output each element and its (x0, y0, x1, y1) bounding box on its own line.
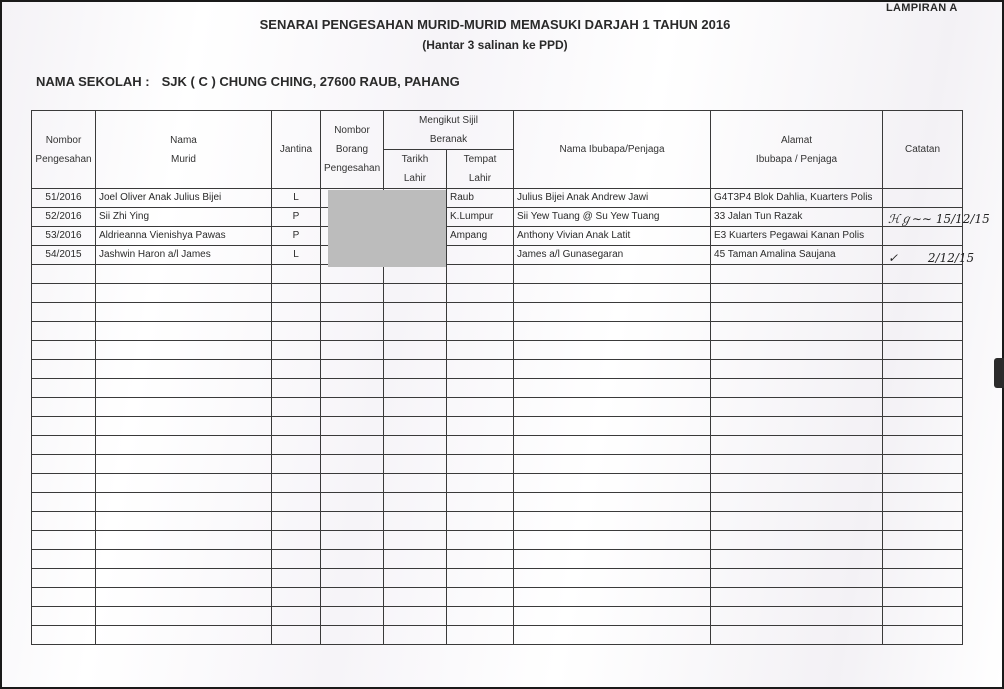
blank-cell (96, 436, 272, 455)
blank-cell (96, 265, 272, 284)
blank-cell (447, 474, 514, 493)
header-nama-ibubapa: Nama Ibubapa/Penjaga (514, 111, 711, 189)
blank-cell (272, 398, 321, 417)
blank-cell (514, 512, 711, 531)
blank-cell (384, 379, 447, 398)
blank-cell (96, 284, 272, 303)
blank-cell (883, 474, 963, 493)
blank-cell (32, 493, 96, 512)
blank-row (32, 303, 963, 322)
blank-cell (272, 626, 321, 645)
blank-cell (514, 360, 711, 379)
blank-cell (32, 550, 96, 569)
blank-cell (514, 265, 711, 284)
blank-cell (447, 512, 514, 531)
blank-cell (447, 303, 514, 322)
cell-jantina: P (272, 227, 321, 246)
blank-cell (32, 455, 96, 474)
blank-cell (711, 512, 883, 531)
header-alamat: Alamat Ibubapa / Penjaga (711, 111, 883, 189)
blank-cell (384, 417, 447, 436)
blank-cell (96, 398, 272, 417)
header-tarikh-lahir: Tarikh Lahir (384, 150, 447, 189)
blank-cell (514, 550, 711, 569)
blank-cell (272, 379, 321, 398)
blank-cell (883, 303, 963, 322)
cell-tempat (447, 246, 514, 265)
blank-cell (514, 398, 711, 417)
blank-row (32, 265, 963, 284)
blank-cell (321, 417, 384, 436)
blank-row (32, 436, 963, 455)
blank-cell (321, 455, 384, 474)
signature-mark: ℋℊ∼∼ (888, 212, 932, 226)
blank-cell (711, 569, 883, 588)
blank-cell (32, 322, 96, 341)
blank-cell (96, 607, 272, 626)
blank-cell (272, 303, 321, 322)
blank-cell (883, 588, 963, 607)
blank-cell (321, 569, 384, 588)
blank-row (32, 341, 963, 360)
cell-ibubapa: Sii Yew Tuang @ Su Yew Tuang (514, 208, 711, 227)
blank-cell (32, 569, 96, 588)
blank-cell (321, 322, 384, 341)
blank-cell (272, 360, 321, 379)
blank-cell (272, 531, 321, 550)
blank-cell (384, 607, 447, 626)
blank-cell (447, 550, 514, 569)
cell-nama: Joel Oliver Anak Julius Bijei (96, 189, 272, 208)
blank-cell (272, 569, 321, 588)
blank-cell (321, 360, 384, 379)
blank-cell (711, 284, 883, 303)
blank-cell (32, 626, 96, 645)
blank-cell (32, 360, 96, 379)
blank-cell (447, 417, 514, 436)
header-tempat-lahir: Tempat Lahir (447, 150, 514, 189)
blank-cell (96, 512, 272, 531)
blank-cell (272, 284, 321, 303)
cell-catatan (883, 227, 963, 246)
blank-cell (711, 588, 883, 607)
blank-cell (321, 607, 384, 626)
blank-cell (711, 531, 883, 550)
blank-cell (321, 265, 384, 284)
blank-cell (272, 341, 321, 360)
blank-cell (711, 550, 883, 569)
blank-cell (447, 284, 514, 303)
cell-jantina: L (272, 189, 321, 208)
blank-cell (384, 303, 447, 322)
cell-ibubapa: James a/l Gunasegaran (514, 246, 711, 265)
blank-cell (883, 379, 963, 398)
table-row (32, 227, 963, 246)
blank-row (32, 493, 963, 512)
annotation-date: 2/12/15 (927, 251, 975, 265)
school-line (36, 74, 460, 89)
annotation-date: 15/12/15 (935, 212, 990, 226)
blank-cell (883, 607, 963, 626)
cell-ibubapa: Anthony Vivian Anak Latit (514, 227, 711, 246)
blank-cell (883, 398, 963, 417)
blank-cell (32, 265, 96, 284)
blank-cell (883, 512, 963, 531)
blank-cell (711, 360, 883, 379)
blank-cell (514, 588, 711, 607)
blank-cell (447, 322, 514, 341)
blank-cell (32, 607, 96, 626)
blank-cell (96, 550, 272, 569)
blank-cell (384, 265, 447, 284)
blank-cell (321, 550, 384, 569)
blank-cell (447, 398, 514, 417)
blank-cell (711, 455, 883, 474)
blank-cell (514, 626, 711, 645)
blank-cell (883, 455, 963, 474)
blank-cell (32, 436, 96, 455)
blank-cell (96, 531, 272, 550)
blank-cell (711, 474, 883, 493)
blank-cell (96, 417, 272, 436)
cell-no: 51/2016 (32, 189, 96, 208)
blank-cell (384, 531, 447, 550)
appendix-label: LAMPIRAN A (886, 2, 958, 14)
blank-row (32, 474, 963, 493)
blank-cell (96, 303, 272, 322)
cell-alamat: 33 Jalan Tun Razak (711, 208, 883, 227)
blank-cell (272, 607, 321, 626)
blank-cell (321, 626, 384, 645)
cell-no: 54/2015 (32, 246, 96, 265)
blank-cell (883, 322, 963, 341)
school-name: SJK ( C ) CHUNG CHING, 27600 RAUB, PAHANG (161, 74, 460, 89)
blank-cell (32, 398, 96, 417)
blank-row (32, 417, 963, 436)
blank-cell (384, 284, 447, 303)
blank-cell (321, 379, 384, 398)
blank-cell (883, 436, 963, 455)
blank-cell (321, 436, 384, 455)
blank-cell (384, 322, 447, 341)
blank-cell (447, 379, 514, 398)
document-subtitle: (Hantar 3 salinan ke PPD) (422, 38, 568, 52)
blank-cell (384, 512, 447, 531)
blank-row (32, 360, 963, 379)
blank-cell (384, 550, 447, 569)
cell-alamat: 45 Taman Amalina Saujana (711, 246, 883, 265)
cell-tempat: Raub (447, 189, 514, 208)
blank-cell (514, 569, 711, 588)
cell-jantina: P (272, 208, 321, 227)
blank-cell (96, 588, 272, 607)
blank-cell (514, 493, 711, 512)
blank-row (32, 322, 963, 341)
blank-cell (447, 455, 514, 474)
blank-cell (711, 303, 883, 322)
blank-cell (321, 531, 384, 550)
blank-cell (321, 284, 384, 303)
blank-cell (883, 265, 963, 284)
blank-cell (384, 398, 447, 417)
blank-cell (272, 417, 321, 436)
blank-cell (32, 379, 96, 398)
blank-cell (32, 531, 96, 550)
header-nama-murid: Nama Murid (96, 111, 272, 189)
cell-no: 53/2016 (32, 227, 96, 246)
blank-cell (96, 569, 272, 588)
blank-row (32, 531, 963, 550)
blank-cell (711, 436, 883, 455)
blank-cell (384, 493, 447, 512)
redaction-box (328, 190, 446, 267)
blank-cell (711, 417, 883, 436)
blank-cell (384, 360, 447, 379)
cell-catatan (883, 189, 963, 208)
header-nombor-borang: Nombor Borang Pengesahan (321, 111, 384, 189)
blank-cell (514, 607, 711, 626)
cell-nama: Aldrieanna Vienishya Pawas (96, 227, 272, 246)
blank-cell (447, 341, 514, 360)
blank-row (32, 569, 963, 588)
blank-cell (514, 303, 711, 322)
blank-row (32, 455, 963, 474)
blank-cell (272, 474, 321, 493)
confirmation-table (31, 110, 963, 645)
blank-cell (321, 341, 384, 360)
blank-cell (272, 322, 321, 341)
blank-row (32, 588, 963, 607)
table-row (32, 246, 963, 265)
blank-cell (384, 569, 447, 588)
side-tab (994, 358, 1004, 388)
blank-cell (321, 303, 384, 322)
header-catatan: Catatan (883, 111, 963, 189)
blank-cell (711, 493, 883, 512)
blank-cell (883, 569, 963, 588)
blank-cell (32, 474, 96, 493)
blank-cell (711, 341, 883, 360)
blank-row (32, 379, 963, 398)
blank-cell (32, 284, 96, 303)
blank-cell (96, 493, 272, 512)
blank-cell (272, 512, 321, 531)
blank-cell (883, 284, 963, 303)
blank-cell (514, 455, 711, 474)
blank-cell (447, 607, 514, 626)
blank-cell (272, 588, 321, 607)
document-title: SENARAI PENGESAHAN MURID-MURID MEMASUKI DARJAH 1 TAHUN 2016 (259, 17, 731, 32)
cell-ibubapa: Julius Bijei Anak Andrew Jawi (514, 189, 711, 208)
blank-cell (32, 341, 96, 360)
blank-cell (883, 493, 963, 512)
blank-cell (447, 265, 514, 284)
blank-cell (272, 550, 321, 569)
blank-cell (514, 284, 711, 303)
blank-cell (711, 398, 883, 417)
blank-cell (711, 607, 883, 626)
blank-cell (883, 531, 963, 550)
blank-cell (883, 626, 963, 645)
blank-cell (272, 265, 321, 284)
blank-cell (514, 436, 711, 455)
cell-tempat: K.Lumpur (447, 208, 514, 227)
blank-row (32, 284, 963, 303)
blank-cell (883, 341, 963, 360)
blank-cell (384, 626, 447, 645)
blank-cell (447, 493, 514, 512)
blank-cell (711, 322, 883, 341)
cell-no: 52/2016 (32, 208, 96, 227)
blank-row (32, 550, 963, 569)
blank-row (32, 512, 963, 531)
blank-cell (96, 379, 272, 398)
blank-cell (32, 588, 96, 607)
blank-cell (384, 474, 447, 493)
blank-cell (321, 398, 384, 417)
blank-cell (711, 265, 883, 284)
school-label: NAMA SEKOLAH : (36, 74, 150, 89)
blank-cell (272, 436, 321, 455)
cell-jantina: L (272, 246, 321, 265)
blank-cell (321, 474, 384, 493)
blank-cell (321, 588, 384, 607)
blank-cell (514, 322, 711, 341)
blank-cell (384, 436, 447, 455)
blank-cell (514, 417, 711, 436)
cell-tempat: Ampang (447, 227, 514, 246)
blank-cell (883, 550, 963, 569)
blank-row (32, 607, 963, 626)
blank-cell (384, 588, 447, 607)
blank-cell (883, 417, 963, 436)
blank-cell (32, 417, 96, 436)
blank-cell (711, 626, 883, 645)
blank-cell (96, 360, 272, 379)
blank-cell (447, 531, 514, 550)
blank-cell (96, 455, 272, 474)
blank-cell (514, 531, 711, 550)
handwritten-annotation-1 (888, 210, 990, 227)
header-nombor-pengesahan: Nombor Pengesahan (32, 111, 96, 189)
cell-nama: Sii Zhi Ying (96, 208, 272, 227)
blank-cell (514, 379, 711, 398)
blank-cell (514, 341, 711, 360)
blank-cell (447, 436, 514, 455)
handwritten-annotation-2 (888, 251, 974, 265)
cell-alamat: G4T3P4 Blok Dahlia, Kuarters Polis (711, 189, 883, 208)
blank-row (32, 626, 963, 645)
blank-cell (272, 493, 321, 512)
blank-cell (514, 474, 711, 493)
blank-cell (321, 512, 384, 531)
blank-cell (32, 303, 96, 322)
cell-alamat: E3 Kuarters Pegawai Kanan Polis (711, 227, 883, 246)
cell-nama: Jashwin Haron a/l James (96, 246, 272, 265)
blank-cell (32, 512, 96, 531)
blank-cell (447, 588, 514, 607)
blank-cell (96, 341, 272, 360)
blank-cell (96, 474, 272, 493)
header-jantina: Jantina (272, 111, 321, 189)
table-body (32, 189, 963, 645)
tick-mark: ✓ (888, 251, 899, 265)
blank-cell (883, 360, 963, 379)
blank-cell (447, 360, 514, 379)
header-mengikut-sijil: Mengikut Sijil Beranak (384, 111, 514, 150)
blank-cell (447, 626, 514, 645)
blank-cell (384, 455, 447, 474)
blank-cell (711, 379, 883, 398)
blank-row (32, 398, 963, 417)
table-row (32, 208, 963, 227)
blank-cell (384, 341, 447, 360)
table-row (32, 189, 963, 208)
blank-cell (321, 493, 384, 512)
blank-cell (447, 569, 514, 588)
blank-cell (272, 455, 321, 474)
blank-cell (96, 322, 272, 341)
blank-cell (96, 626, 272, 645)
